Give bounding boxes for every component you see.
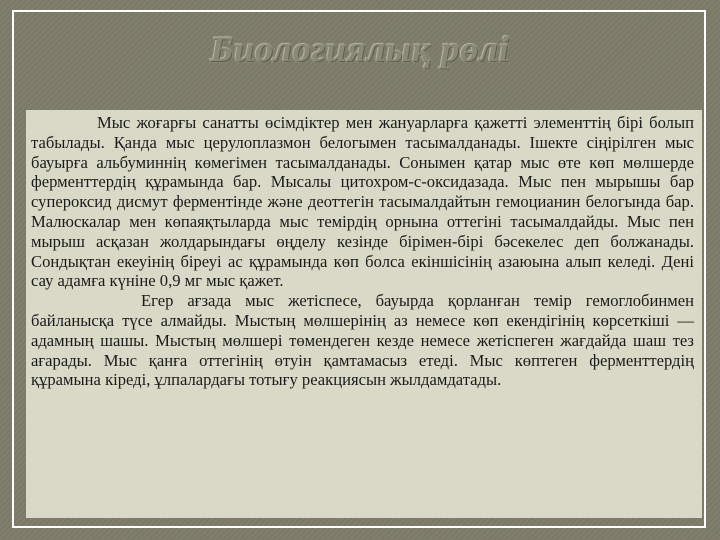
body-paragraph-2: Егер ағзада мыс жетіспесе, бауырда қорланған темір гемоглобинмен байланысқа түсе алмайды. Мыстың мөлшерінің аз немесе көп екендігінің көрсеткіші — адамның шашы. Мыстың мөлшері төмендеген кезде немесе жетіспеген жағдайда шаш тез ағарады. Мыс қанға оттегінің өтуін қамтамасыз етеді. Мыс көптеген ферменттердің құрамына кіреді, ұлпалардағы тотығу реакциясын жылдамдатады. bbox=[31, 291, 694, 390]
slide-title: Биологиялық рөлі bbox=[210, 29, 510, 69]
body-paragraph-1: Мыс жоғарғы санатты өсімдіктер мен жануарларға қажетті элементтің бірі болып табылады. Қанда мыс церулоплазмон белогымен тасымалданады. Ішекте сіңірілген мыс бауырға альбуминнің көмегімен тасымалданады. Сонымен қатар мыс өте көп мөлшерде ферменттердің құрамында бар. Мысалы цитохром-с-оксидазада. Мыс пен мырышы бар супероксид дисмут ферментінде және деоттегін тасымалдайтын гемоцианин белогында бар. Малюскалар мен көпаяқтыларда мыс темірдің орнына оттегіні тасымалдайды. Мыс пен мырыш асқазан жолдарындағы өңделу кезінде бірімен-бірі бәсекелес деп болжанады. Сондықтан екеуінің біреуі ас құрамында көп болса екіншісінің азаюына алып келеді. Дені сау адамға күніне 0,9 мг мыс қажет. bbox=[31, 113, 694, 291]
slide-body bbox=[31, 113, 694, 390]
